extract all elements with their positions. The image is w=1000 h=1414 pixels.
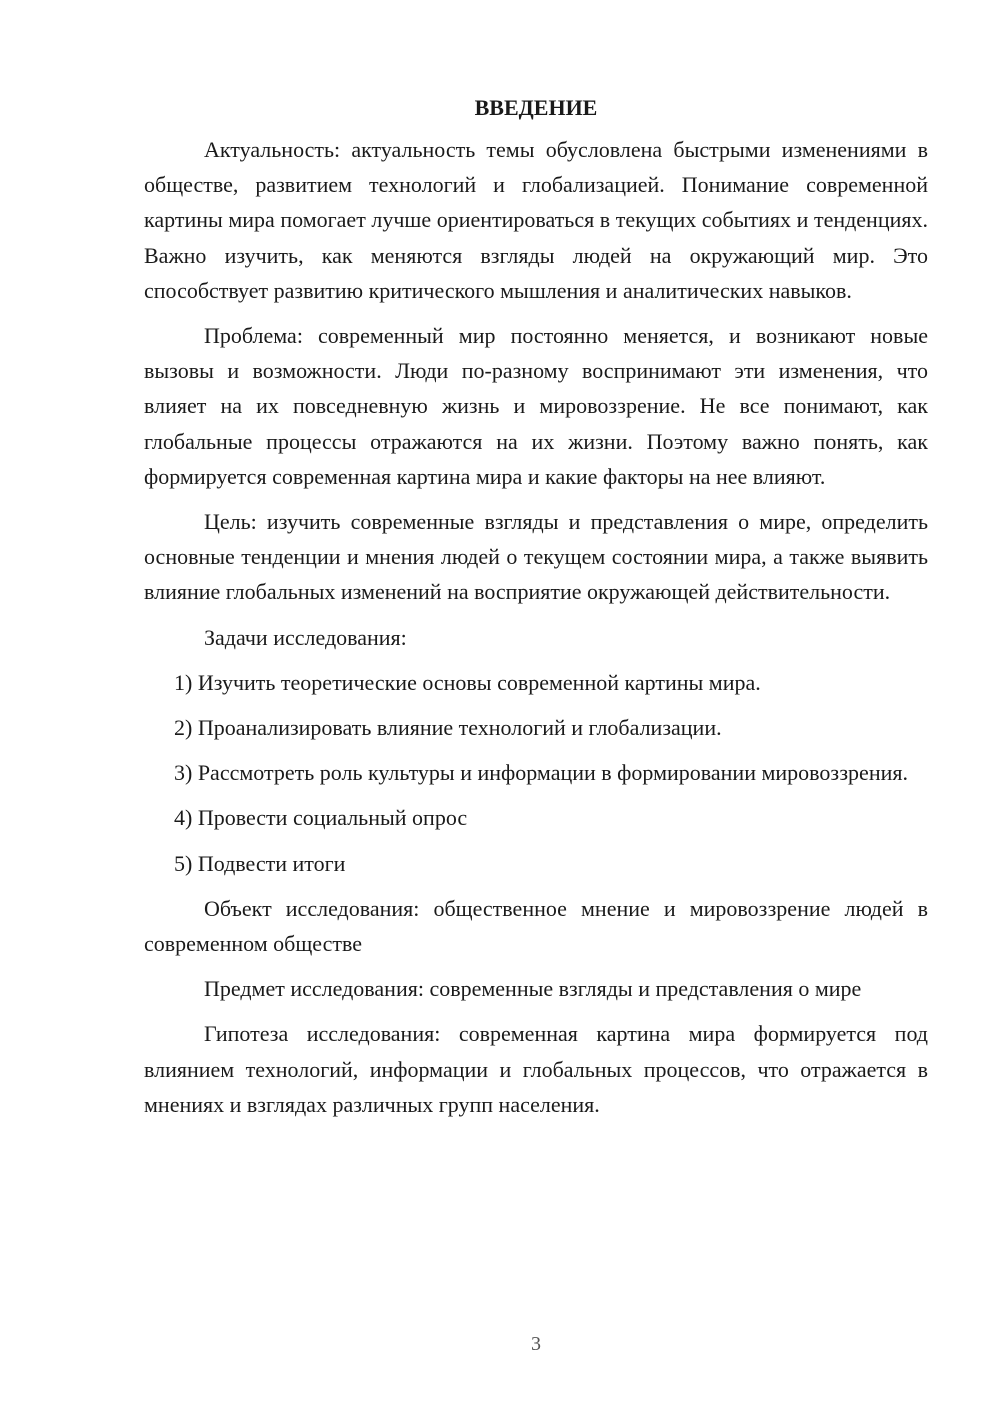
paragraph-hypothesis: Гипотеза исследования: современная картина мира формируется под влиянием технологий, информации и глобальных процессов, что отражается в мнениях и взглядах различных групп населения. bbox=[144, 1021, 928, 1117]
paragraph-relevance: Актуальность: актуальность темы обусловлена быстрыми изменениями в обществе, развитием технологий и глобализацией. Понимание современной картины мира помогает лучше ориентироваться в текущих событиях и тенденциях. Важно изучить, как меняются взгляды людей на окружающий мир. Это способствует развитию критического мышления и аналитических навыков. bbox=[144, 137, 928, 303]
page-number: 3 bbox=[531, 1333, 541, 1355]
section-title: ВВЕДЕНИЕ bbox=[474, 95, 598, 120]
task-item-4: 4) Провести социальный опрос bbox=[174, 805, 468, 831]
paragraph-object: Объект исследования: общественное мнение и мировоззрение людей в современном обществе bbox=[144, 895, 928, 957]
document-page bbox=[144, 90, 928, 1132]
paragraph-problem: Проблема: современный мир постоянно меняется, и возникают новые вызовы и возможности. Люди по-разному воспринимают эти изменения, что влияет на их повседневную жизнь и мировоззрение. Не все понимают, как глобальные процессы отражаются на их жизни. Поэтому важно понять, как формируется современная картина мира и какие факторы на нее влияют. bbox=[144, 323, 928, 489]
paragraph-tasks-heading: Задачи исследования: bbox=[204, 624, 407, 650]
paragraph-subject: Предмет исследования: современные взгляды и представления о мире bbox=[204, 976, 862, 1002]
task-item-1: 1) Изучить теоретические основы современной картины мира. bbox=[174, 669, 761, 695]
task-item-2: 2) Проанализировать влияние технологий и глобализации. bbox=[174, 715, 722, 741]
paragraph-goal: Цель: изучить современные взгляды и представления о мире, определить основные тенденции и мнения людей о текущем состоянии мира, а также выявить влияние глобальных изменений на восприятие окружающей действительности. bbox=[144, 509, 928, 605]
task-item-3: 3) Рассмотреть роль культуры и информации в формировании мировоззрения. bbox=[174, 760, 908, 786]
task-item-5: 5) Подвести итоги bbox=[174, 850, 346, 876]
